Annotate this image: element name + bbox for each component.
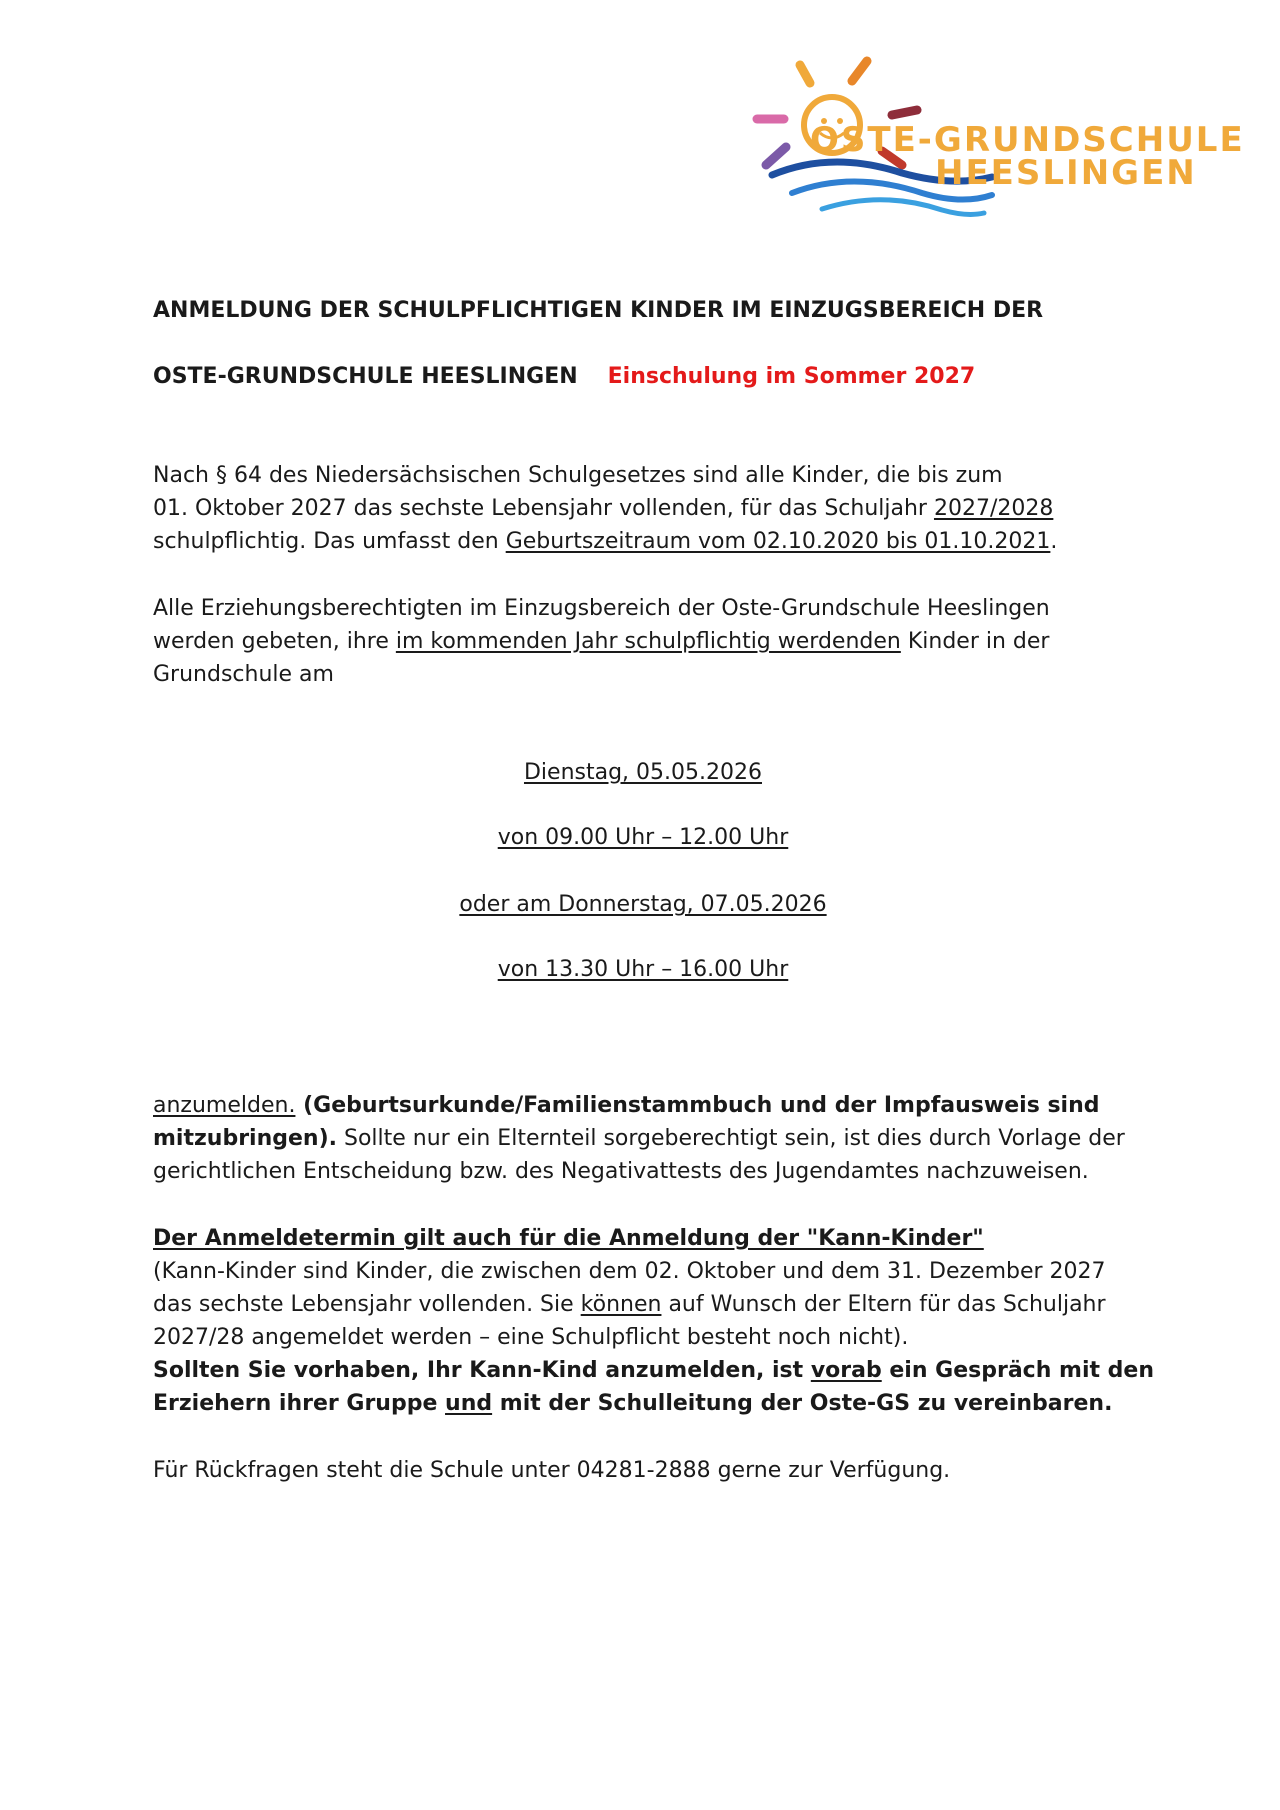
p3-text: Sollte nur ein Elternteil sorgeberechtigt sein, ist dies durch Vorlage der (337, 1126, 1125, 1151)
p2-line-2 (153, 627, 1049, 657)
p4-text: das sechste Lebensjahr vollenden. Sie (153, 1292, 581, 1317)
birth-period: Geburtszeitraum vom 02.10.2020 bis 01.10.2021 (505, 529, 1051, 554)
p4-line-2 (153, 1290, 1106, 1320)
p4-emphasis: können (580, 1292, 662, 1317)
p4-bold-text: Sollten Sie vorhaben, Ihr Kann-Kind anzumelden, ist (153, 1358, 811, 1383)
p4-line-3: 2027/28 angemeldet werden – eine Schulpflicht besteht noch nicht). (153, 1325, 909, 1350)
p1-line-1: Nach § 64 des Niedersächsischen Schulgesetzes sind alle Kinder, die bis zum (153, 463, 1003, 488)
date-2 (153, 892, 1133, 917)
p4-bold-text: ein Gespräch mit den (881, 1358, 1155, 1383)
heading-enrollment-date: Einschulung im Sommer 2027 (607, 364, 976, 389)
register-word: anzumelden. (153, 1093, 296, 1118)
documents-note-end: mitzubringen). (153, 1126, 337, 1151)
p4-bold-line-1 (153, 1356, 1154, 1386)
contact-line: Für Rückfragen steht die Schule unter 04281-2888 gerne zur Verfügung. (153, 1458, 951, 1483)
p3-line-2 (153, 1124, 1125, 1154)
p1-line-2 (153, 494, 1053, 524)
kann-kinder-title: Der Anmeldetermin gilt auch für die Anmeldung der "Kann-Kinder" (153, 1226, 984, 1251)
p1-period: . (1050, 529, 1058, 554)
p4-bold-text: mit der Schulleitung der Oste-GS zu vereinbaren. (492, 1391, 1113, 1416)
p4-bold-emphasis: vorab (810, 1358, 882, 1383)
heading-school-name: OSTE-GRUNDSCHULE HEESLINGEN (153, 364, 578, 389)
p4-line-1: (Kann-Kinder sind Kinder, die zwischen dem 02. Oktober und dem 31. Dezember 2027 (153, 1259, 1106, 1284)
p3-line-3: gerichtlichen Entscheidung bzw. des Negativattests des Jugendamtes nachzuweisen. (153, 1159, 1089, 1184)
date-1 (153, 760, 1133, 785)
p1-text: 01. Oktober 2027 das sechste Lebensjahr vollenden, für das Schuljahr (153, 496, 934, 521)
time-1 (153, 825, 1133, 850)
p4-bold-text: Erziehern ihrer Gruppe (153, 1391, 446, 1416)
p1-text: schulpflichtig. Das umfasst den (153, 529, 506, 554)
p1-line-3 (153, 527, 1057, 557)
time-2-text: von 13.30 Uhr – 16.00 Uhr (497, 957, 789, 982)
p2-text: werden gebeten, ihre (153, 629, 396, 654)
p2-line-1: Alle Erziehungsberechtigten im Einzugsbereich der Oste-Grundschule Heeslingen (153, 596, 1050, 621)
school-year: 2027/2028 (933, 496, 1054, 521)
documents-note: (Geburtsurkunde/Familienstammbuch und der Impfausweis sind (295, 1093, 1100, 1118)
p4-bold-line-2 (153, 1389, 1112, 1419)
p4-bold-emphasis: und (445, 1391, 493, 1416)
time-1-text: von 09.00 Uhr – 12.00 Uhr (497, 825, 789, 850)
p2-emphasis: im kommenden Jahr schulpflichtig werdenden (395, 629, 901, 654)
logo-text-town: HEESLINGEN (935, 153, 1197, 193)
date-2-text: oder am Donnerstag, 07.05.2026 (459, 892, 827, 917)
p2-text: Kinder in der (900, 629, 1050, 654)
time-2 (153, 957, 1133, 982)
heading-line-1: ANMELDUNG DER SCHULPFLICHTIGEN KINDER IM EINZUGSBEREICH DER (153, 298, 1044, 323)
p3-line-1 (153, 1091, 1100, 1121)
date-1-text: Dienstag, 05.05.2026 (523, 760, 762, 785)
p4-text: auf Wunsch der Eltern für das Schuljahr (661, 1292, 1106, 1317)
p2-line-3: Grundschule am (153, 662, 334, 687)
logo-text-school: OSTE-GRUNDSCHULE (810, 120, 1245, 160)
heading-line-2 (153, 362, 975, 392)
